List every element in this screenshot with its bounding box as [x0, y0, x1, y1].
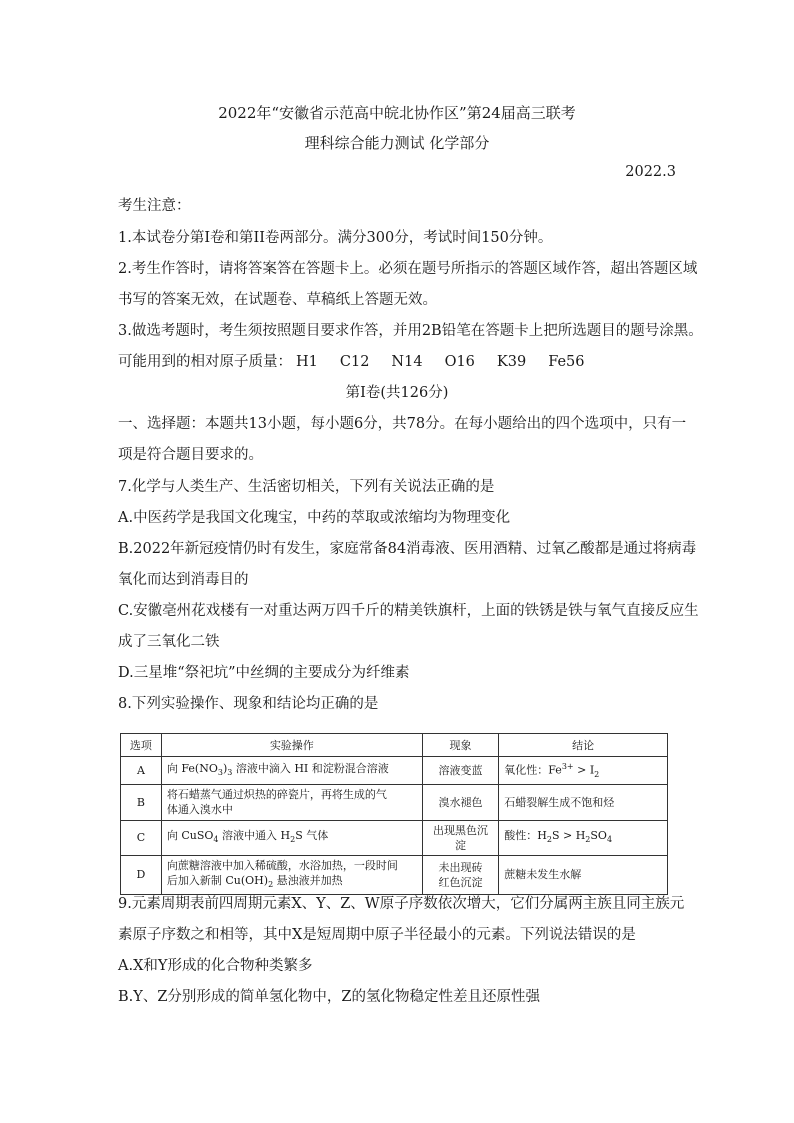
row-c-option: C	[121, 820, 162, 855]
q9-stem-line-1: 9.元素周期表前四周期元素X、Y、Z、W原子序数依次增大，它们分属两主族且同主族元	[118, 896, 685, 912]
atom-h: H1	[296, 354, 318, 370]
row-d-phenomenon: 未出现砖 红色沉淀	[422, 855, 498, 894]
row-b-operation: 将石蜡蒸气通过炽热的碎瓷片，再将生成的气 体通入溴水中	[161, 784, 422, 820]
header-phenomenon: 现象	[422, 734, 498, 757]
q8-stem: 8.下列实验操作、现象和结论均正确的是	[118, 696, 379, 712]
table-row	[121, 757, 668, 785]
table-row	[121, 784, 668, 820]
row-b-phenomenon: 溴水褪色	[422, 784, 498, 820]
q9-stem-line-2: 素原子序数之和相等，其中X是短周期中原子半径最小的元素。下列说法错误的是	[118, 927, 636, 943]
exam-subtitle: 理科综合能力测试 化学部分	[304, 134, 490, 152]
atom-n: N14	[391, 354, 423, 370]
table-header-row	[121, 734, 668, 757]
atomic-masses	[118, 352, 607, 372]
q7-option-b-line-2: 氧化而达到消毒目的	[118, 572, 249, 588]
q7-stem: 7.化学与人类生产、生活密切相关，下列有关说法正确的是	[118, 479, 495, 495]
atom-k: K39	[496, 354, 527, 370]
header-operation: 实验操作	[161, 734, 422, 757]
row-c-conclusion: 酸性：$H_2S > H_2SO_4$	[499, 820, 668, 855]
q7-option-b-line-1: B.2022年新冠疫情仍时有发生，家庭常备84消毒液、医用酒精、过氧乙酸都是通过将病毒	[118, 541, 697, 557]
q9-option-b: B.Y、Z分别形成的简单氢化物中，Z的氢化物稳定性差且还原性强	[118, 989, 540, 1005]
exam-title: 2022年“安徽省示范高中皖北协作区”第24届高三联考	[218, 104, 576, 122]
row-c-operation: 向 CuSO$_4$ 溶液中通入 $H_2S$ 气体	[161, 820, 422, 855]
atom-o: O16	[444, 354, 475, 370]
atom-fe: Fe56	[548, 354, 585, 370]
row-a-operation: 向 $Fe(NO_3)_3$ 溶液中滴入 HI 和淀粉混合溶液	[161, 757, 422, 785]
table-row	[121, 855, 668, 894]
q7-option-c-line-2: 成了三氧化二铁	[118, 634, 220, 650]
section-intro-line-1: 一、选择题：本题共13小题，每小题6分，共78分。在每小题给出的四个选项中，只有一	[118, 416, 687, 432]
header-option: 选项	[121, 734, 162, 757]
row-d-option: D	[121, 855, 162, 894]
notice-item-2-line-1: 2.考生作答时，请将答案答在答题卡上。必须在题号所指示的答题区域作答，超出答题区域	[118, 261, 698, 277]
section-intro-line-2: 项是符合题目要求的。	[118, 447, 263, 463]
row-a-option: A	[121, 757, 162, 785]
notice-item-3: 3.做选考题时，考生须按照题目要求作答，并用2B铅笔在答题卡上把所选题目的题号涂黑。	[118, 323, 703, 339]
q7-option-c-line-1: C.安徽亳州花戏楼有一对重达两万四千斤的精美铁旗杆，上面的铁锈是铁与氧气直接反应生	[118, 603, 699, 619]
row-d-operation: 向蔗糖溶液中加入稀硫酸，水浴加热，一段时间 后加入新制 $Cu(OH)_2$ 悬浊液并加热	[161, 855, 422, 894]
row-c-phenomenon: 出现黑色沉淀	[422, 820, 498, 855]
atom-c: C12	[339, 354, 370, 370]
atomic-masses-label: 可能用到的相对原子质量：	[118, 354, 292, 370]
notice-item-2-line-2: 书写的答案无效，在试题卷、草稿纸上答题无效。	[118, 292, 437, 308]
experiment-table	[120, 733, 668, 895]
row-b-option: B	[121, 784, 162, 820]
notice-heading: 考生注意：	[118, 198, 191, 214]
row-a-phenomenon: 溶液变蓝	[422, 757, 498, 785]
q7-option-d: D.三星堆“祭祀坑”中丝绸的主要成分为纤维素	[118, 665, 410, 681]
table-row	[121, 820, 668, 855]
header-conclusion: 结论	[499, 734, 668, 757]
row-a-conclusion: 氧化性：$Fe^{3+} > I_2$	[499, 757, 668, 785]
exam-date: 2022.3	[625, 164, 676, 180]
notice-item-1: 1.本试卷分第I卷和第II卷两部分。满分300分，考试时间150分钟。	[118, 230, 553, 246]
row-d-conclusion: 蔗糖未发生水解	[499, 855, 668, 894]
row-b-conclusion: 石蜡裂解生成不饱和烃	[499, 784, 668, 820]
q7-option-a: A.中医药学是我国文化瑰宝，中药的萃取或浓缩均为物理变化	[118, 510, 511, 526]
section-heading: 第I卷(共126分)	[345, 385, 449, 401]
q9-option-a: A.X和Y形成的化合物种类繁多	[118, 958, 313, 974]
